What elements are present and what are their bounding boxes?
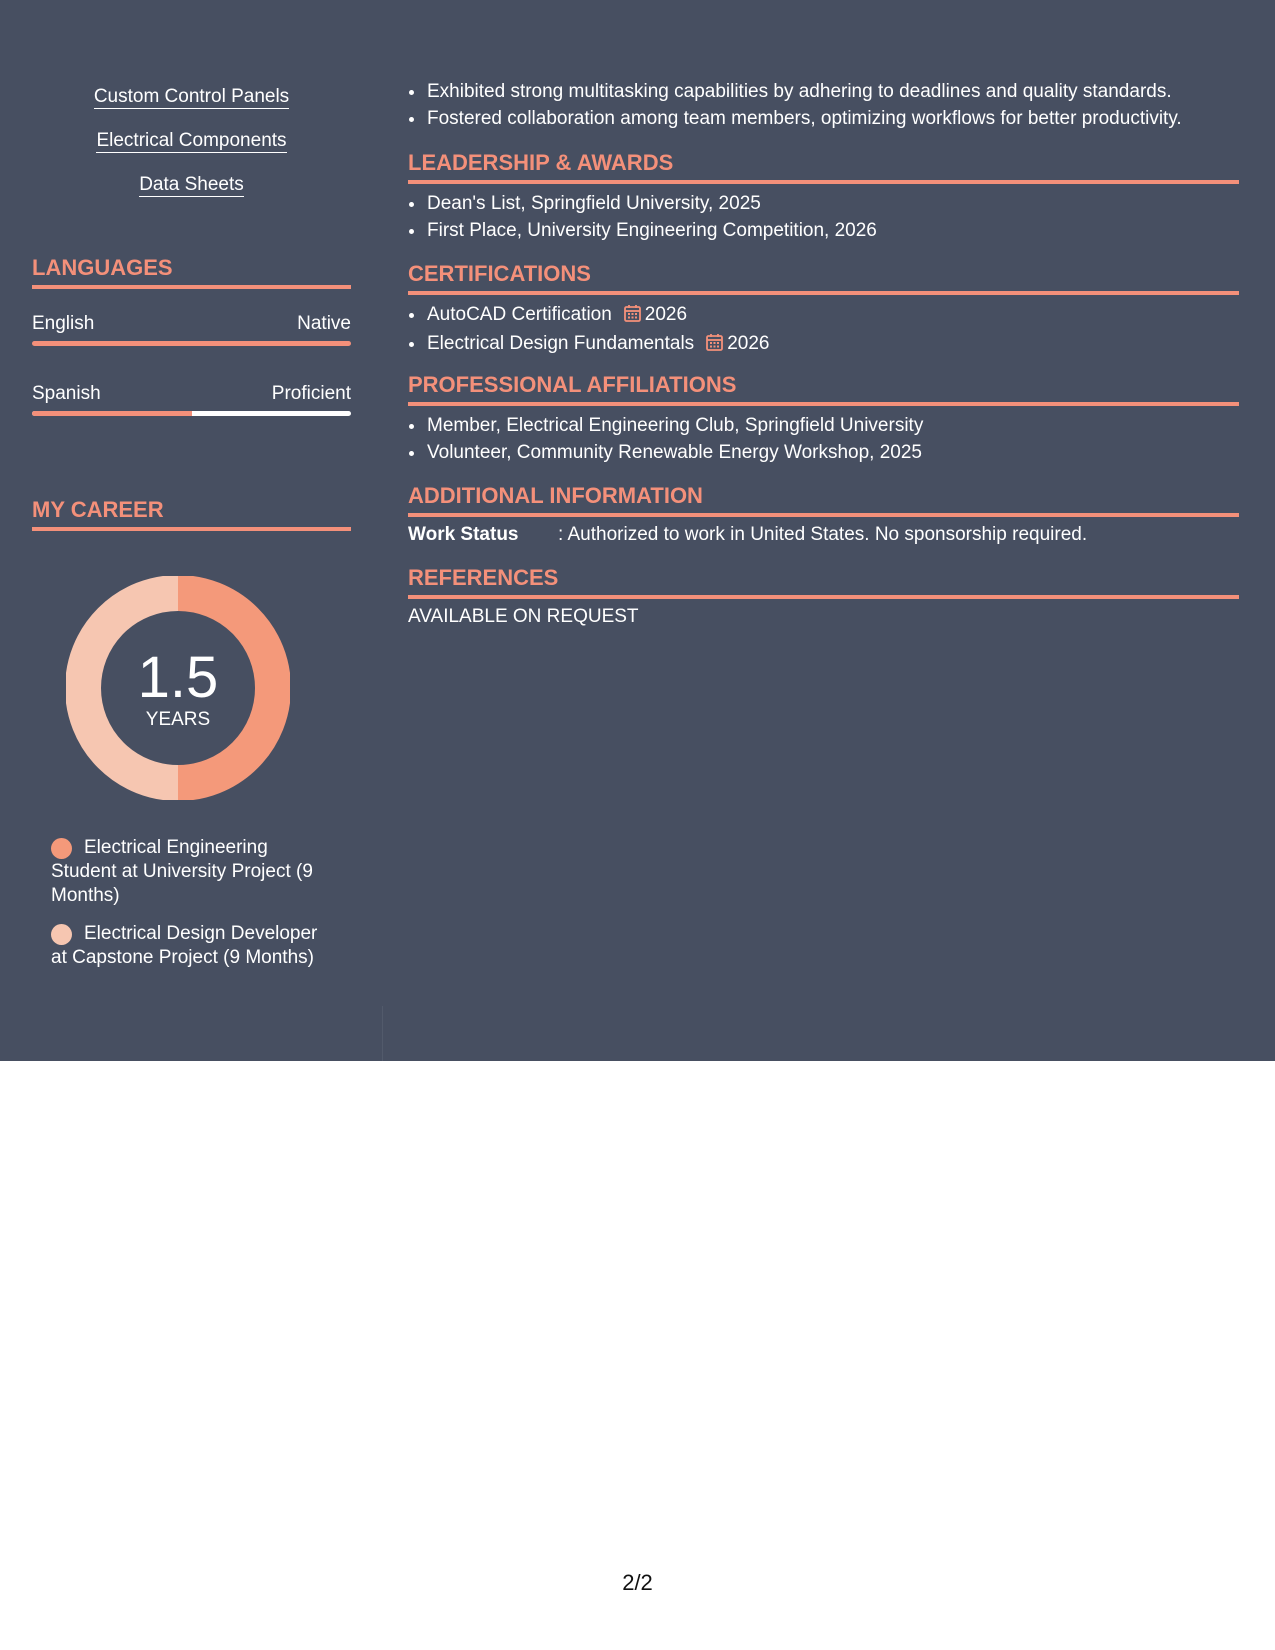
list-item: • Dean's List, Springfield University, 2025 xyxy=(426,190,1239,217)
skill-item[interactable]: Electrical Components xyxy=(96,130,287,151)
experience-bullets xyxy=(408,78,1239,132)
language-level: Proficient xyxy=(271,383,351,404)
list-item: • Member, Electrical Engineering Club, Springfield University xyxy=(426,412,1239,439)
certification-name: AutoCAD Certification xyxy=(427,304,612,325)
certification-name: Electrical Design Fundamentals xyxy=(427,333,695,354)
language-name: English xyxy=(32,313,95,334)
language-bar xyxy=(32,341,351,346)
language-level: Native xyxy=(297,313,351,334)
career-legend-label: Electrical Design Developer at Capstone Project (9 Months) xyxy=(51,923,318,968)
certifications-section xyxy=(408,261,1239,359)
work-status-row xyxy=(408,523,1239,547)
career-title: MY CAREER xyxy=(32,497,351,531)
career-total-value: 1.5 xyxy=(137,645,219,710)
calendar-icon xyxy=(706,332,723,359)
list-item: • First Place, University Engineering Competition, 2026 xyxy=(426,217,1239,244)
calendar-icon xyxy=(624,303,641,330)
list-item: • Fostered collaboration among team members, optimizing workflows for better productivity. xyxy=(426,105,1239,132)
certification-year: 2026 xyxy=(727,333,770,354)
leadership-title: LEADERSHIP & AWARDS xyxy=(408,150,1239,184)
additional-section xyxy=(408,483,1239,547)
additional-title: ADDITIONAL INFORMATION xyxy=(408,483,1239,517)
language-bar-fill xyxy=(32,411,192,416)
work-status-label: Work Status xyxy=(408,524,519,545)
list-item: • Exhibited strong multitasking capabilities by adhering to deadlines and quality standards. xyxy=(426,78,1239,105)
career-legend-item xyxy=(51,922,331,970)
references-title: REFERENCES xyxy=(408,565,1239,599)
career-legend-label: Electrical Engineering Student at University Project (9 Months) xyxy=(51,837,313,906)
work-status-value: : Authorized to work in United States. No sponsorship required. xyxy=(558,524,1088,545)
affiliations-title: PROFESSIONAL AFFILIATIONS xyxy=(408,372,1239,406)
references-text: AVAILABLE ON REQUEST xyxy=(408,606,639,627)
certification-item xyxy=(426,301,1239,330)
skills-list xyxy=(32,86,351,218)
language-item xyxy=(32,383,351,416)
language-item xyxy=(32,313,351,346)
career-donut-chart xyxy=(66,576,290,800)
leadership-section xyxy=(408,150,1239,244)
references-section xyxy=(408,565,1239,629)
skill-item[interactable]: Custom Control Panels xyxy=(93,86,290,107)
language-bar xyxy=(32,411,351,416)
language-name: Spanish xyxy=(32,383,101,404)
legend-dot xyxy=(51,924,72,945)
languages-section xyxy=(32,255,351,289)
languages-title: LANGUAGES xyxy=(32,255,351,289)
certification-item xyxy=(426,330,1239,359)
certification-year: 2026 xyxy=(644,304,688,325)
column-divider xyxy=(382,1006,383,1061)
language-bar-fill xyxy=(32,341,351,346)
career-total-unit: YEARS xyxy=(145,709,211,730)
page-number: 2/2 xyxy=(622,1570,653,1595)
legend-dot xyxy=(51,838,72,859)
career-legend-item xyxy=(51,836,331,908)
career-section xyxy=(32,497,351,531)
skill-item[interactable]: Data Sheets xyxy=(139,174,244,195)
list-item: • Volunteer, Community Renewable Energy Workshop, 2025 xyxy=(426,439,1239,466)
career-legend xyxy=(51,836,331,984)
certifications-title: CERTIFICATIONS xyxy=(408,261,1239,295)
affiliations-section xyxy=(408,372,1239,466)
